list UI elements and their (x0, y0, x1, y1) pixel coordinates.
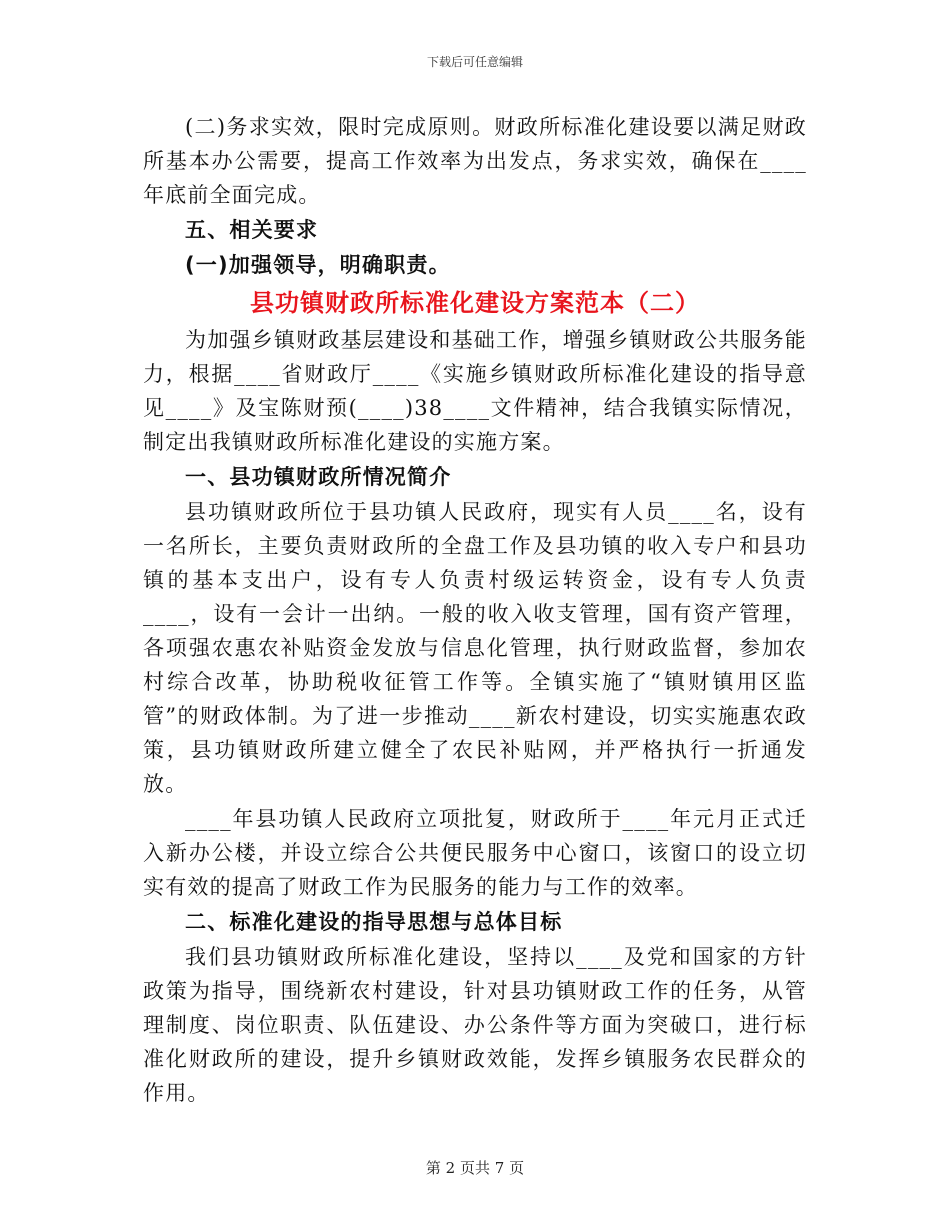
paragraph-overview: 县功镇财政所位于县功镇人民政府，现实有人员____名，设有一名所长，主要负责财政所的全盘工作及县功镇的收入专户和县功镇的基本支出户，设有专人负责村级运转资金，设有专人负责____，设有一会计一出纳。一般的收入收支管理，国有资产管理，各项强农惠农补贴资金发放与信息化管理，执行财政监督，参加农村综合改革，协助税收征管工作等。全镇实施了“镇财镇用区监管”的财政体制。为了进一步推动____新农村建设，切实实施惠农政策，县功镇财政所建立健全了农民补贴网，并严格执行一折通发放。 (143, 500, 807, 796)
paragraph-guiding: 我们县功镇财政所标准化建设，坚持以____及党和国家的方针政策为指导，围绕新农村建设，针对县功镇财政工作的任务，从管理制度、岗位职责、队伍建设、办公条件等方面为突破口，进行标准化财政所的建设，提升乡镇财政效能，发挥乡镇服务农民群众的作用。 (143, 945, 807, 1105)
heading-section-5: 五、相关要求 (185, 218, 319, 242)
document-body (143, 110, 807, 1111)
heading-subsection-1: (一)加强领导，明确职责。 (185, 253, 451, 277)
heading-section-2: 二、标准化建设的指导思想与总体目标 (185, 910, 563, 934)
paragraph-intro: 为加强乡镇财政基层建设和基础工作，增强乡镇财政公共服务能力，根据____省财政厅____《实施乡镇财政所标准化建设的指导意见____》及宝陈财预(____)38____文件精神，结合我镇实际情况，制定出我镇财政所标准化建设的实施方案。 (143, 328, 807, 454)
page-footer: 第 2 页共 7 页 (425, 1159, 525, 1177)
heading-section-1: 一、县功镇财政所情况简介 (185, 465, 452, 489)
document-title: 县功镇财政所标准化建设方案范本（二） (250, 289, 700, 317)
page-header: 下载后可任意编辑 (426, 55, 523, 69)
paragraph-principle-2: (二)务求实效，限时完成原则。财政所标准化建设要以满足财政所基本办公需要，提高工作效率为出发点，务求实效，确保在____年底前全面完成。 (143, 115, 807, 207)
paragraph-office: ____年县功镇人民政府立项批复，财政所于____年元月正式迁入新办公楼，并设立综合公共便民服务中心窗口，该窗口的设立切实有效的提高了财政工作为民服务的能力与工作的效率。 (143, 807, 807, 899)
